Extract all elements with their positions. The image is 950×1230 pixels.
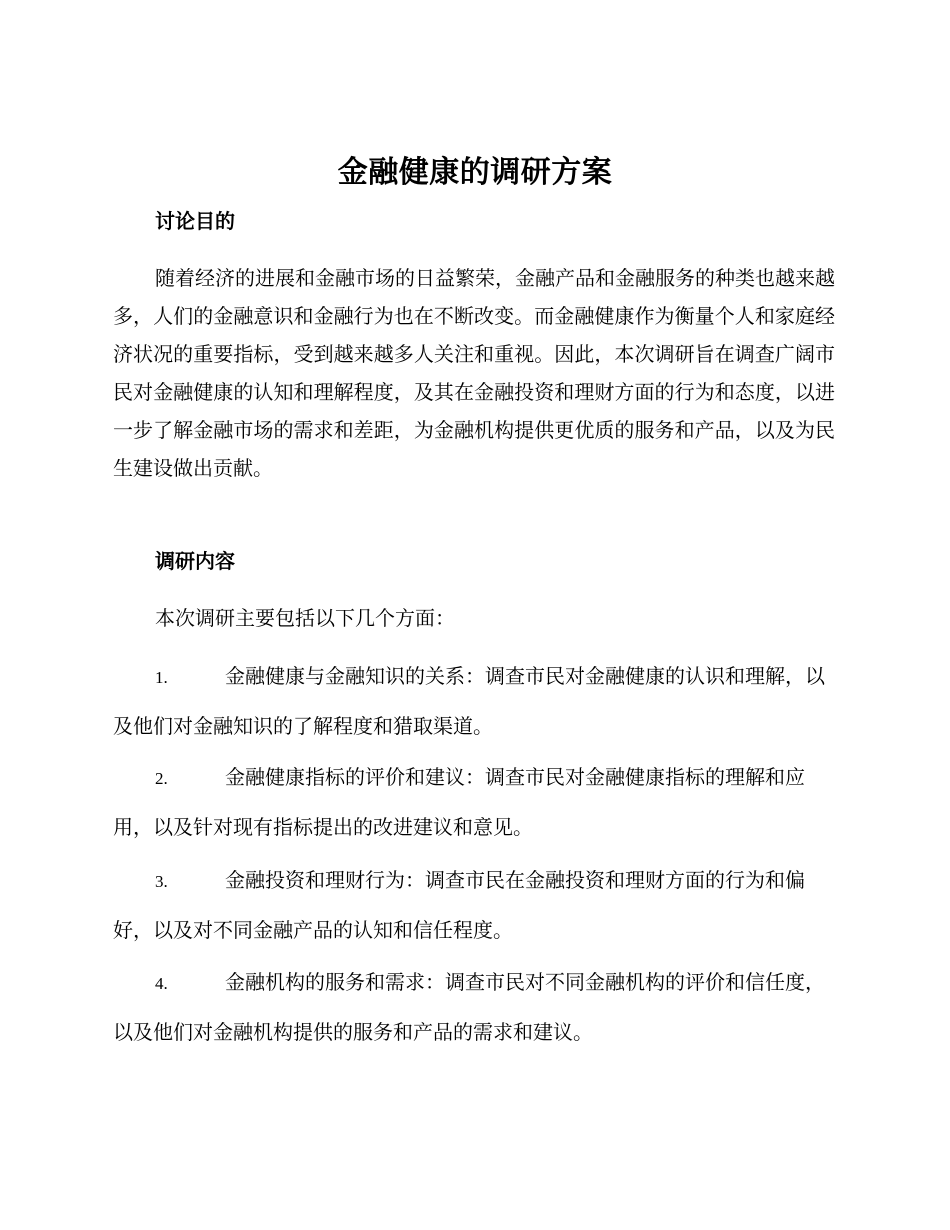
list-item [113, 753, 835, 851]
list-item [113, 652, 835, 750]
list-item-text: 金融健康与金融知识的关系：调查市民对金融健康的认识和理解，以及他们对金融知识的了解程度和猎取渠道。 [113, 664, 825, 738]
list-item-number: 4. [155, 974, 168, 993]
list-item-number: 2. [155, 769, 168, 788]
list-item-number: 3. [155, 872, 168, 891]
purpose-paragraph: 随着经济的进展和金融市场的日益繁荣，金融产品和金融服务的种类也越来越多，人们的金融意识和金融行为也在不断改变。而金融健康作为衡量个人和家庭经济状况的重要指标，受到越来越多人关注和重视。因此，本次调研旨在调查广阔市民对金融健康的认知和理解程度，及其在金融投资和理财方面的行为和态度，以进一步了解金融市场的需求和差距，为金融机构提供更优质的服务和产品，以及为民生建设做出贡献。 [113, 266, 835, 480]
section-heading-content: 调研内容 [155, 549, 235, 573]
document-title: 金融健康的调研方案 [337, 155, 613, 190]
list-item-text: 金融投资和理财行为：调查市民在金融投资和理财方面的行为和偏好，以及对不同金融产品的认知和信任程度。 [113, 868, 805, 942]
section-heading-purpose: 讨论目的 [155, 209, 235, 233]
list-item-number: 1. [155, 668, 168, 687]
list-item [113, 856, 835, 954]
content-intro: 本次调研主要包括以下几个方面： [155, 606, 455, 630]
list-item [113, 958, 835, 1056]
list-item-text: 金融机构的服务和需求：调查市民对不同金融机构的评价和信任度，以及他们对金融机构提供的服务和产品的需求和建议。 [113, 970, 825, 1044]
list-item-text: 金融健康指标的评价和建议：调查市民对金融健康指标的理解和应用，以及针对现有指标提出的改进建议和意见。 [113, 765, 805, 839]
